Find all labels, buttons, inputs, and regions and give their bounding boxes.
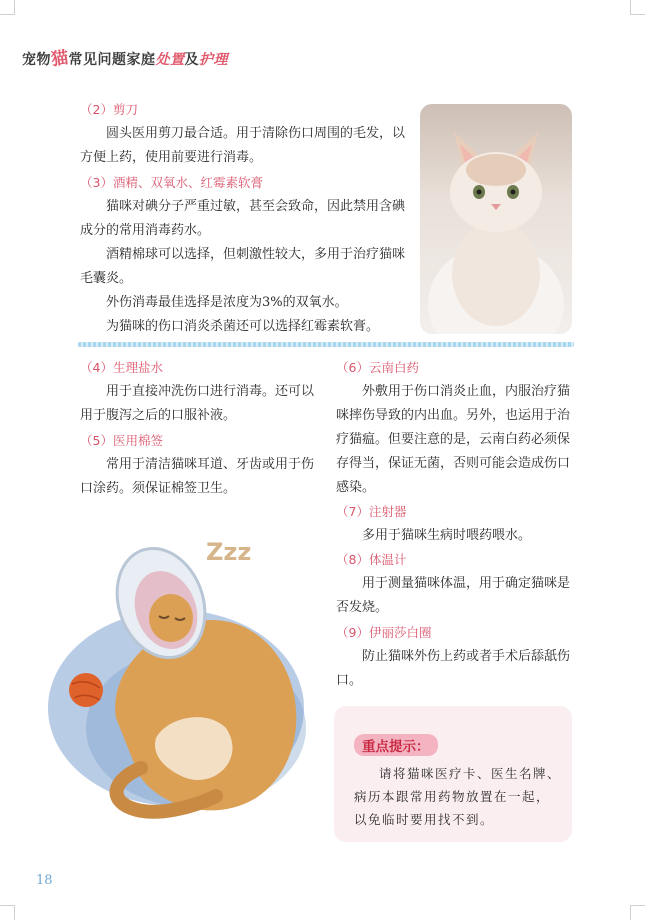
header-highlight-1: 处置 [155, 52, 185, 68]
section-thermometer [336, 548, 574, 620]
paragraph: 用于直接冲洗伤口进行消毒。还可以用于腹泻之后的口服补液。 [80, 384, 315, 423]
header-prefix: 宠物 [22, 52, 51, 68]
kitten-photo [420, 104, 572, 334]
sleeping-cat-graphic [46, 538, 326, 838]
tip-label: 重点提示： [354, 734, 438, 756]
paragraph: 常用于清洁猫咪耳道、牙齿或用于伤口涂药。须保证棉签卫生。 [80, 457, 315, 496]
paragraph: 外伤消毒最佳选择是浓度为3%的双氧水。 [106, 295, 348, 310]
section-heading: （7）注射器 [336, 504, 407, 519]
crop-mark [0, 0, 15, 15]
header-highlight-2: 护理 [199, 52, 228, 68]
section-divider [78, 342, 574, 347]
section-heading: （5）医用棉签 [80, 433, 163, 448]
section-heading: （8）体温计 [336, 552, 407, 567]
crop-mark [630, 0, 645, 15]
key-tip-box [334, 706, 572, 842]
zzz-sleep-text: Zzz [206, 538, 252, 566]
section-yunnan-baiyao [336, 356, 574, 500]
paragraph: 用于测量猫咪体温，用于确定猫咪是否发烧。 [336, 576, 571, 615]
section-heading: （4）生理盐水 [80, 360, 163, 375]
paragraph: 多用于猫咪生病时喂药喂水。 [362, 528, 532, 543]
paragraph: 防止猫咪外伤上药或者手术后舔舐伤口。 [336, 649, 571, 688]
running-header [22, 44, 228, 69]
paragraph: 酒精棉球可以选择，但刺激性较大，多用于治疗猫咪毛囊炎。 [80, 247, 406, 286]
tip-text: 请将猫咪医疗卡、医生名牌、病历本跟常用药物放置在一起，以免临时要用找不到。 [354, 766, 562, 827]
paragraph: 外敷用于伤口消炎止血，内服治疗猫咪摔伤导致的内出血。另外，也运用于治疗猫瘟。但要注意的是，云南白药必须保存得当，保证无菌，否则可能会造成伤口感染。 [336, 384, 571, 495]
paragraph: 为猫咪的伤口消炎杀菌还可以选择红霉素软膏。 [106, 319, 380, 334]
section-cotton-swab [80, 429, 320, 501]
section-scissors [80, 98, 410, 170]
section-heading: （9）伊丽莎白圈 [336, 625, 432, 640]
paragraph: 圆头医用剪刀最合适。用于清除伤口周围的毛发，以方便上药，使用前要进行消毒。 [80, 126, 406, 165]
kitten-photo-graphic [420, 104, 572, 334]
crop-mark [630, 905, 645, 920]
header-cat-character: 猫 [50, 47, 71, 71]
section-disinfectants [80, 171, 410, 339]
page-number: 18 [36, 873, 53, 888]
section-saline [80, 356, 320, 428]
sleeping-cat-illustration [46, 538, 326, 838]
section-heading: （6）云南白药 [336, 360, 419, 375]
crop-mark [0, 905, 15, 920]
section-elizabethan-collar [336, 621, 574, 693]
section-heading: （2）剪刀 [80, 102, 138, 117]
header-and: 及 [184, 52, 199, 68]
header-middle: 常见问题家庭 [68, 52, 156, 68]
section-syringe [336, 500, 574, 548]
paragraph: 猫咪对碘分子严重过敏，甚至会致命，因此禁用含碘成分的常用消毒药水。 [80, 199, 406, 238]
section-heading: （3）酒精、双氧水、红霉素软膏 [80, 175, 263, 190]
